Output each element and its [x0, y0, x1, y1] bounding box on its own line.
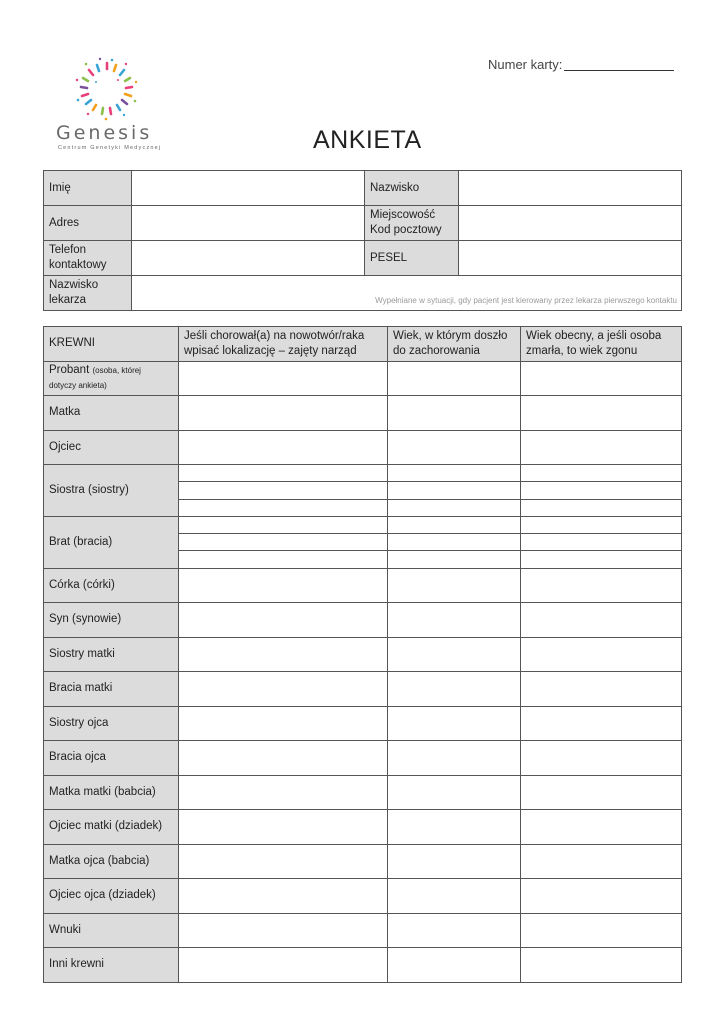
onset-age-field[interactable]	[388, 430, 521, 465]
table-row	[44, 741, 682, 776]
onset-age-field[interactable]	[388, 361, 521, 396]
page-title: ANKIETA	[313, 126, 422, 154]
onset-age-field[interactable]	[388, 741, 521, 776]
row-label-mothers-brothers: Bracia matki	[44, 672, 179, 707]
cancer-field[interactable]	[179, 482, 388, 499]
table-row	[44, 879, 682, 914]
cancer-field[interactable]	[179, 361, 388, 396]
current-age-field[interactable]	[521, 430, 682, 465]
cancer-field[interactable]	[179, 810, 388, 845]
cancer-field[interactable]	[179, 499, 388, 516]
cancer-field[interactable]	[179, 534, 388, 551]
current-age-field[interactable]	[521, 672, 682, 707]
doctor-hint: Wypełniane w sytuacji, gdy pacjent jest kierowany przez lekarza pierwszego kontaktu	[375, 295, 677, 305]
cancer-field[interactable]	[179, 706, 388, 741]
table-row	[44, 465, 682, 482]
table-header-row	[44, 327, 682, 362]
row-label-maternal-grandmother: Matka matki (babcia)	[44, 775, 179, 810]
row-label-paternal-grandfather: Ojciec ojca (dziadek)	[44, 879, 179, 914]
onset-age-field[interactable]	[388, 516, 521, 533]
cancer-field[interactable]	[179, 396, 388, 431]
onset-age-field[interactable]	[388, 534, 521, 551]
onset-age-field[interactable]	[388, 948, 521, 983]
table-row	[44, 775, 682, 810]
cancer-field[interactable]	[179, 603, 388, 638]
cancer-field[interactable]	[179, 568, 388, 603]
header-relatives: KREWNI	[44, 327, 179, 362]
row-label-sons: Syn (synowie)	[44, 603, 179, 638]
pesel-label: PESEL	[365, 241, 459, 276]
current-age-field[interactable]	[521, 499, 682, 516]
current-age-field[interactable]	[521, 551, 682, 568]
current-age-field[interactable]	[521, 603, 682, 638]
logo-subtitle: Centrum Genetyki Medycznej	[58, 145, 162, 151]
current-age-field[interactable]	[521, 396, 682, 431]
onset-age-field[interactable]	[388, 844, 521, 879]
header-onset-age: Wiek, w którym doszło do zachorowania	[388, 327, 521, 362]
table-row	[44, 810, 682, 845]
table-row	[44, 913, 682, 948]
personal-data-table	[43, 170, 682, 311]
pesel-field[interactable]	[459, 241, 682, 276]
table-row	[44, 637, 682, 672]
current-age-field[interactable]	[521, 844, 682, 879]
onset-age-field[interactable]	[388, 465, 521, 482]
current-age-field[interactable]	[521, 913, 682, 948]
onset-age-field[interactable]	[388, 672, 521, 707]
card-number-line[interactable]	[564, 70, 674, 71]
cancer-field[interactable]	[179, 879, 388, 914]
onset-age-field[interactable]	[388, 706, 521, 741]
header-cancer: Jeśli chorował(a) na nowotwór/raka wpisać lokalizację – zajęty narząd	[179, 327, 388, 362]
header-current-age: Wiek obecny, a jeśli osoba zmarła, to wiek zgonu	[521, 327, 682, 362]
cancer-field[interactable]	[179, 551, 388, 568]
card-number-label: Numer karty:	[488, 57, 563, 72]
onset-age-field[interactable]	[388, 775, 521, 810]
row-label-paternal-grandmother: Matka ojca (babcia)	[44, 844, 179, 879]
address-label: Adres	[44, 206, 132, 241]
current-age-field[interactable]	[521, 465, 682, 482]
address-field[interactable]	[132, 206, 365, 241]
table-row	[44, 396, 682, 431]
doctor-label: Nazwisko lekarza	[44, 276, 132, 311]
relatives-table	[43, 326, 682, 983]
onset-age-field[interactable]	[388, 603, 521, 638]
onset-age-field[interactable]	[388, 637, 521, 672]
row-label-other-relatives: Inni krewni	[44, 948, 179, 983]
onset-age-field[interactable]	[388, 913, 521, 948]
table-row	[44, 948, 682, 983]
logo-wordmark: Genesis	[56, 122, 153, 144]
current-age-field[interactable]	[521, 741, 682, 776]
cancer-field[interactable]	[179, 465, 388, 482]
row-label-mothers-sisters: Siostry matki	[44, 637, 179, 672]
doctor-field[interactable]	[132, 276, 682, 311]
phone-field[interactable]	[132, 241, 365, 276]
current-age-field[interactable]	[521, 775, 682, 810]
last-name-label: Nazwisko	[365, 171, 459, 206]
row-label-maternal-grandfather: Ojciec matki (dziadek)	[44, 810, 179, 845]
current-age-field[interactable]	[521, 948, 682, 983]
current-age-field[interactable]	[521, 482, 682, 499]
cancer-field[interactable]	[179, 430, 388, 465]
table-row	[44, 568, 682, 603]
cancer-field[interactable]	[179, 844, 388, 879]
row-label-proband: Probant (osoba, której dotyczy ankieta)	[44, 361, 179, 396]
onset-age-field[interactable]	[388, 568, 521, 603]
table-row	[44, 672, 682, 707]
cancer-field[interactable]	[179, 948, 388, 983]
row-label-fathers-brothers: Bracia ojca	[44, 741, 179, 776]
genesis-logo	[52, 56, 162, 154]
current-age-field[interactable]	[521, 879, 682, 914]
row-label-sisters: Siostra (siostry)	[44, 465, 179, 517]
row-label-father: Ojciec	[44, 430, 179, 465]
cancer-field[interactable]	[179, 775, 388, 810]
first-name-label: Imię	[44, 171, 132, 206]
table-row	[44, 361, 682, 396]
onset-age-field[interactable]	[388, 482, 521, 499]
current-age-field[interactable]	[521, 637, 682, 672]
table-row	[44, 844, 682, 879]
row-label-fathers-sisters: Siostry ojca	[44, 706, 179, 741]
table-row	[44, 276, 682, 311]
onset-age-field[interactable]	[388, 499, 521, 516]
onset-age-field[interactable]	[388, 396, 521, 431]
current-age-field[interactable]	[521, 810, 682, 845]
onset-age-field[interactable]	[388, 879, 521, 914]
table-row	[44, 241, 682, 276]
last-name-field[interactable]	[459, 171, 682, 206]
cancer-field[interactable]	[179, 741, 388, 776]
row-label-brothers: Brat (bracia)	[44, 516, 179, 568]
cancer-field[interactable]	[179, 672, 388, 707]
current-age-field[interactable]	[521, 361, 682, 396]
first-name-field[interactable]	[132, 171, 365, 206]
cancer-field[interactable]	[179, 516, 388, 533]
table-row	[44, 171, 682, 206]
table-row	[44, 430, 682, 465]
current-age-field[interactable]	[521, 568, 682, 603]
table-row	[44, 206, 682, 241]
current-age-field[interactable]	[521, 534, 682, 551]
table-row	[44, 706, 682, 741]
logo-dots-icon	[74, 56, 140, 122]
cancer-field[interactable]	[179, 637, 388, 672]
current-age-field[interactable]	[521, 706, 682, 741]
phone-label: Telefon kontaktowy	[44, 241, 132, 276]
card-number-field[interactable]	[488, 57, 674, 72]
row-label-daughters: Córka (córki)	[44, 568, 179, 603]
row-label-grandchildren: Wnuki	[44, 913, 179, 948]
city-postal-field[interactable]	[459, 206, 682, 241]
city-postal-label: Miejscowość Kod pocztowy	[365, 206, 459, 241]
onset-age-field[interactable]	[388, 551, 521, 568]
onset-age-field[interactable]	[388, 810, 521, 845]
table-row	[44, 603, 682, 638]
cancer-field[interactable]	[179, 913, 388, 948]
row-label-mother: Matka	[44, 396, 179, 431]
current-age-field[interactable]	[521, 516, 682, 533]
table-row	[44, 516, 682, 533]
